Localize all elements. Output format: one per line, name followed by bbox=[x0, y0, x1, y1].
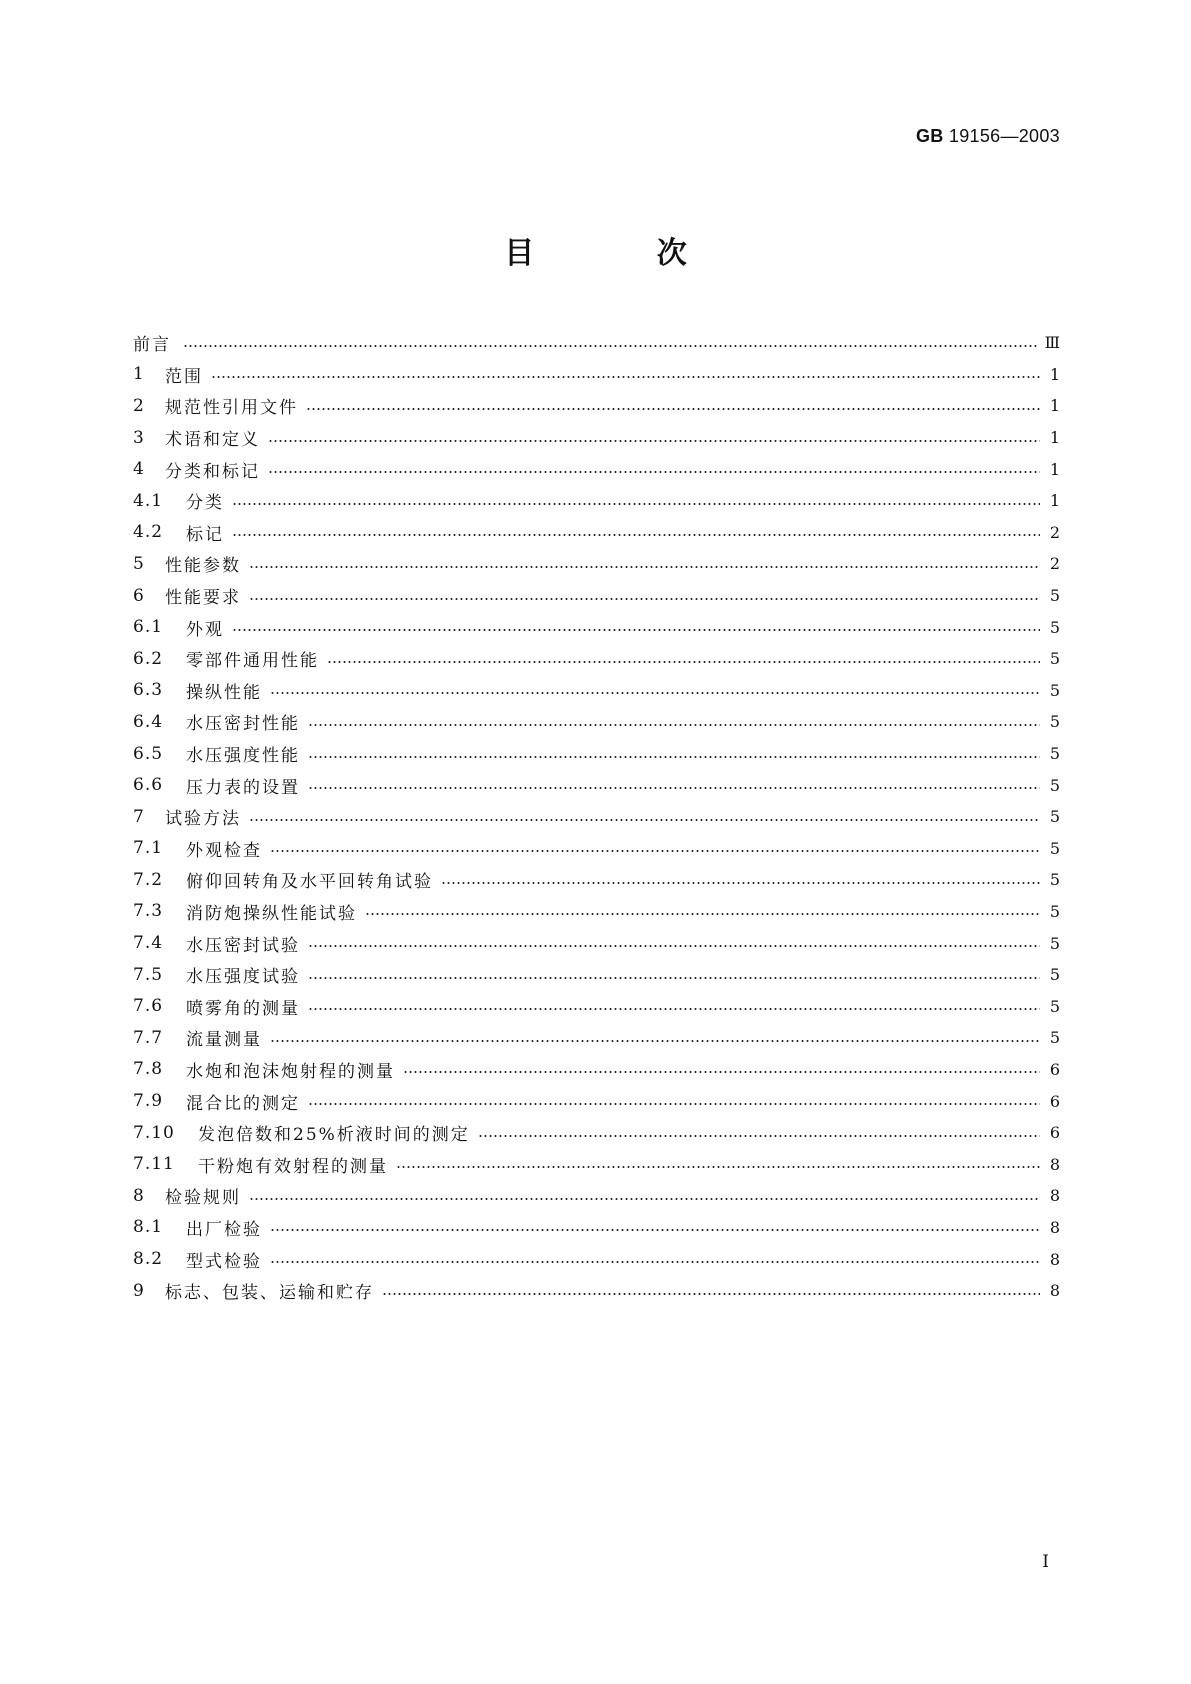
toc-dot-leader bbox=[232, 628, 1040, 632]
toc-dot-leader bbox=[183, 344, 1039, 348]
toc-entry-number: 7.8 bbox=[133, 1059, 164, 1080]
toc-entry-page: 5 bbox=[1049, 649, 1060, 669]
toc-entry-number: 9 bbox=[133, 1280, 145, 1301]
toc-entry-page: 8 bbox=[1049, 1217, 1060, 1237]
toc-entry-page: 6 bbox=[1049, 1123, 1060, 1143]
toc-dot-leader bbox=[365, 912, 1040, 916]
toc-entry-page: 1 bbox=[1049, 459, 1060, 479]
toc-entry-page: 1 bbox=[1049, 364, 1060, 384]
toc-entry-title: 性能要求 bbox=[165, 588, 241, 609]
toc-entry-page: 8 bbox=[1049, 1281, 1060, 1301]
toc-entry-number: 7.5 bbox=[133, 964, 164, 985]
toc-entry-number: 7.1 bbox=[133, 838, 164, 859]
toc-entry-title: 规范性引用文件 bbox=[165, 398, 298, 419]
toc-entry-number: 8.2 bbox=[133, 1249, 164, 1270]
toc-entry-page: 8 bbox=[1049, 1154, 1060, 1174]
toc-entry-number: 7.10 bbox=[133, 1122, 175, 1143]
toc-entry-page: 5 bbox=[1049, 712, 1060, 732]
toc-dot-leader bbox=[382, 1292, 1040, 1296]
toc-entry-title: 分类和标记 bbox=[165, 461, 260, 482]
toc-entry-number: 6.1 bbox=[133, 617, 164, 638]
page-title: 目 次 bbox=[504, 236, 743, 271]
toc-entry-title: 发泡倍数和25%析液时间的测定 bbox=[198, 1125, 470, 1146]
toc-entry-title: 流量测量 bbox=[186, 1030, 262, 1051]
toc-entry-title: 喷雾角的测量 bbox=[186, 998, 300, 1019]
toc-dot-leader bbox=[249, 1197, 1040, 1201]
toc-entry-number: 6.5 bbox=[133, 743, 164, 764]
toc-entry-page: 5 bbox=[1049, 965, 1060, 985]
toc-entry-number: 6.6 bbox=[133, 775, 164, 796]
toc-entry-page: 1 bbox=[1049, 491, 1060, 511]
toc-dot-leader bbox=[211, 375, 1040, 379]
toc-entry[interactable] bbox=[133, 896, 1060, 928]
toc-entry-title: 水压密封性能 bbox=[186, 714, 300, 735]
toc-entry-title: 零部件通用性能 bbox=[186, 651, 319, 672]
toc-entry-page: 5 bbox=[1049, 870, 1060, 890]
toc-entry-number: 6.2 bbox=[133, 648, 164, 669]
toc-dot-leader bbox=[308, 786, 1040, 790]
toc-dot-leader bbox=[270, 1039, 1040, 1043]
toc-dot-leader bbox=[249, 565, 1040, 569]
toc-entry-title: 操纵性能 bbox=[186, 682, 262, 703]
toc-entry-page: 8 bbox=[1049, 1186, 1060, 1206]
toc-entry-title: 水压强度性能 bbox=[186, 746, 300, 767]
toc-dot-leader bbox=[308, 1102, 1040, 1106]
toc-entry-page: 6 bbox=[1049, 1091, 1060, 1111]
toc-entry[interactable] bbox=[133, 453, 1060, 485]
toc-entry-title: 水炮和泡沫炮射程的测量 bbox=[186, 1061, 395, 1082]
toc-entry-title: 前言 bbox=[133, 335, 171, 356]
toc-entry-title: 混合比的测定 bbox=[186, 1093, 300, 1114]
toc-entry-title: 水压强度试验 bbox=[186, 967, 300, 988]
toc-entry-page: 1 bbox=[1049, 396, 1060, 416]
toc-entry[interactable] bbox=[133, 833, 1060, 865]
toc-entry-title: 术语和定义 bbox=[165, 430, 260, 451]
page-number: I bbox=[1042, 1552, 1049, 1572]
toc-entry-page: 8 bbox=[1049, 1249, 1060, 1269]
toc-dot-leader bbox=[478, 1134, 1040, 1138]
toc-entry-page: 2 bbox=[1049, 522, 1060, 542]
toc-dot-leader bbox=[232, 533, 1040, 537]
toc-entry-title: 型式检验 bbox=[186, 1251, 262, 1272]
toc-entry-number: 6.3 bbox=[133, 680, 164, 701]
toc-entry-page: 5 bbox=[1049, 617, 1060, 637]
toc-entry-page: 5 bbox=[1049, 680, 1060, 700]
toc-entry-title: 范围 bbox=[165, 366, 203, 387]
toc-entry-number: 7.11 bbox=[133, 1154, 175, 1175]
toc-entry-title: 性能参数 bbox=[165, 556, 241, 577]
toc-entry[interactable] bbox=[133, 1117, 1060, 1149]
toc-entry-title: 消防炮操纵性能试验 bbox=[186, 903, 357, 924]
toc-dot-leader bbox=[270, 849, 1040, 853]
toc-dot-leader bbox=[403, 1070, 1040, 1074]
toc-entry[interactable] bbox=[133, 769, 1060, 801]
toc-entry[interactable] bbox=[133, 738, 1060, 770]
toc-entry[interactable] bbox=[133, 327, 1060, 359]
toc-entry-number: 7.9 bbox=[133, 1091, 164, 1112]
toc-entry-number: 8.1 bbox=[133, 1217, 164, 1238]
toc-entry-number: 2 bbox=[133, 395, 145, 416]
standard-code: 19156—2003 bbox=[948, 126, 1060, 146]
toc-entry[interactable] bbox=[133, 643, 1060, 675]
toc-entry[interactable] bbox=[133, 390, 1060, 422]
toc-entry[interactable] bbox=[133, 801, 1060, 833]
toc-entry-number: 3 bbox=[133, 427, 145, 448]
toc-entry-title: 标记 bbox=[186, 524, 224, 545]
toc-entry[interactable] bbox=[133, 1243, 1060, 1275]
toc-entry-number: 6.4 bbox=[133, 711, 164, 732]
toc-entry-title: 出厂检验 bbox=[186, 1219, 262, 1240]
toc-entry[interactable] bbox=[133, 864, 1060, 896]
toc-entry-number: 4.1 bbox=[133, 490, 164, 511]
toc-entry-number: 1 bbox=[133, 364, 145, 385]
toc-entry-page: 6 bbox=[1049, 1059, 1060, 1079]
toc-entry-number: 7.6 bbox=[133, 996, 164, 1017]
toc-entry-number: 5 bbox=[133, 553, 145, 574]
toc-entry[interactable] bbox=[133, 1275, 1060, 1307]
toc-dot-leader bbox=[268, 470, 1040, 474]
toc-entry-page: 5 bbox=[1049, 744, 1060, 764]
toc-entry-number: 7.2 bbox=[133, 869, 164, 890]
toc-dot-leader bbox=[270, 1228, 1040, 1232]
toc-entry-number: 7.3 bbox=[133, 901, 164, 922]
toc-entry-page: 5 bbox=[1049, 838, 1060, 858]
toc-entry-page: 5 bbox=[1049, 901, 1060, 921]
toc-entry[interactable] bbox=[133, 1085, 1060, 1117]
toc-entry-number: 6 bbox=[133, 585, 145, 606]
toc-entry[interactable] bbox=[133, 580, 1060, 612]
toc-entry-page: 5 bbox=[1049, 807, 1060, 827]
toc-entry[interactable] bbox=[133, 675, 1060, 707]
toc-dot-leader bbox=[441, 881, 1040, 885]
toc-entry[interactable] bbox=[133, 1180, 1060, 1212]
toc-dot-leader bbox=[249, 818, 1040, 822]
toc-entry-page: 5 bbox=[1049, 933, 1060, 953]
toc-entry[interactable] bbox=[133, 1054, 1060, 1086]
toc-dot-leader bbox=[308, 944, 1040, 948]
toc-entry[interactable] bbox=[133, 1022, 1060, 1054]
toc-dot-leader bbox=[308, 723, 1040, 727]
toc-dot-leader bbox=[308, 976, 1040, 980]
toc-entry-page: 5 bbox=[1049, 1028, 1060, 1048]
toc-entry[interactable] bbox=[133, 927, 1060, 959]
toc-entry[interactable] bbox=[133, 422, 1060, 454]
toc-entry-title: 试验方法 bbox=[165, 809, 241, 830]
toc-entry[interactable] bbox=[133, 1148, 1060, 1180]
standard-prefix: GB bbox=[915, 126, 944, 146]
table-of-contents bbox=[133, 327, 1060, 1306]
toc-dot-leader bbox=[270, 691, 1040, 695]
toc-dot-leader bbox=[232, 502, 1040, 506]
toc-dot-leader bbox=[308, 1007, 1040, 1011]
toc-entry[interactable] bbox=[133, 359, 1060, 391]
toc-dot-leader bbox=[249, 597, 1040, 601]
toc-entry-title: 外观 bbox=[186, 619, 224, 640]
toc-entry-number: 8 bbox=[133, 1185, 145, 1206]
toc-entry-page: Ⅲ bbox=[1044, 333, 1060, 353]
toc-entry-title: 外观检查 bbox=[186, 840, 262, 861]
toc-entry[interactable] bbox=[133, 611, 1060, 643]
toc-entry-page: 1 bbox=[1049, 428, 1060, 448]
toc-entry-title: 标志、包装、运输和贮存 bbox=[165, 1283, 374, 1304]
toc-entry[interactable] bbox=[133, 1212, 1060, 1244]
toc-entry-title: 俯仰回转角及水平回转角试验 bbox=[186, 872, 433, 893]
toc-entry-page: 5 bbox=[1049, 775, 1060, 795]
toc-entry-page: 5 bbox=[1049, 996, 1060, 1016]
toc-entry-title: 分类 bbox=[186, 493, 224, 514]
toc-entry-title: 水压密封试验 bbox=[186, 935, 300, 956]
toc-dot-leader bbox=[327, 660, 1040, 664]
toc-entry-number: 7 bbox=[133, 806, 145, 827]
toc-dot-leader bbox=[268, 439, 1040, 443]
toc-entry-number: 4.2 bbox=[133, 522, 164, 543]
toc-entry-page: 2 bbox=[1049, 554, 1060, 574]
toc-entry-page: 5 bbox=[1049, 586, 1060, 606]
toc-dot-leader bbox=[396, 1165, 1040, 1169]
toc-entry-number: 4 bbox=[133, 459, 145, 480]
toc-entry[interactable] bbox=[133, 485, 1060, 517]
toc-dot-leader bbox=[270, 1260, 1040, 1264]
toc-dot-leader bbox=[308, 755, 1040, 759]
toc-entry[interactable] bbox=[133, 959, 1060, 991]
toc-entry-number: 7.4 bbox=[133, 933, 164, 954]
toc-entry-number: 7.7 bbox=[133, 1027, 164, 1048]
toc-entry-title: 干粉炮有效射程的测量 bbox=[198, 1156, 388, 1177]
toc-entry[interactable] bbox=[133, 517, 1060, 549]
toc-entry-title: 检验规则 bbox=[165, 1188, 241, 1209]
toc-entry[interactable] bbox=[133, 548, 1060, 580]
toc-entry[interactable] bbox=[133, 706, 1060, 738]
standard-number bbox=[916, 126, 1060, 147]
toc-entry[interactable] bbox=[133, 990, 1060, 1022]
toc-entry-title: 压力表的设置 bbox=[186, 777, 300, 798]
toc-dot-leader bbox=[306, 407, 1040, 411]
